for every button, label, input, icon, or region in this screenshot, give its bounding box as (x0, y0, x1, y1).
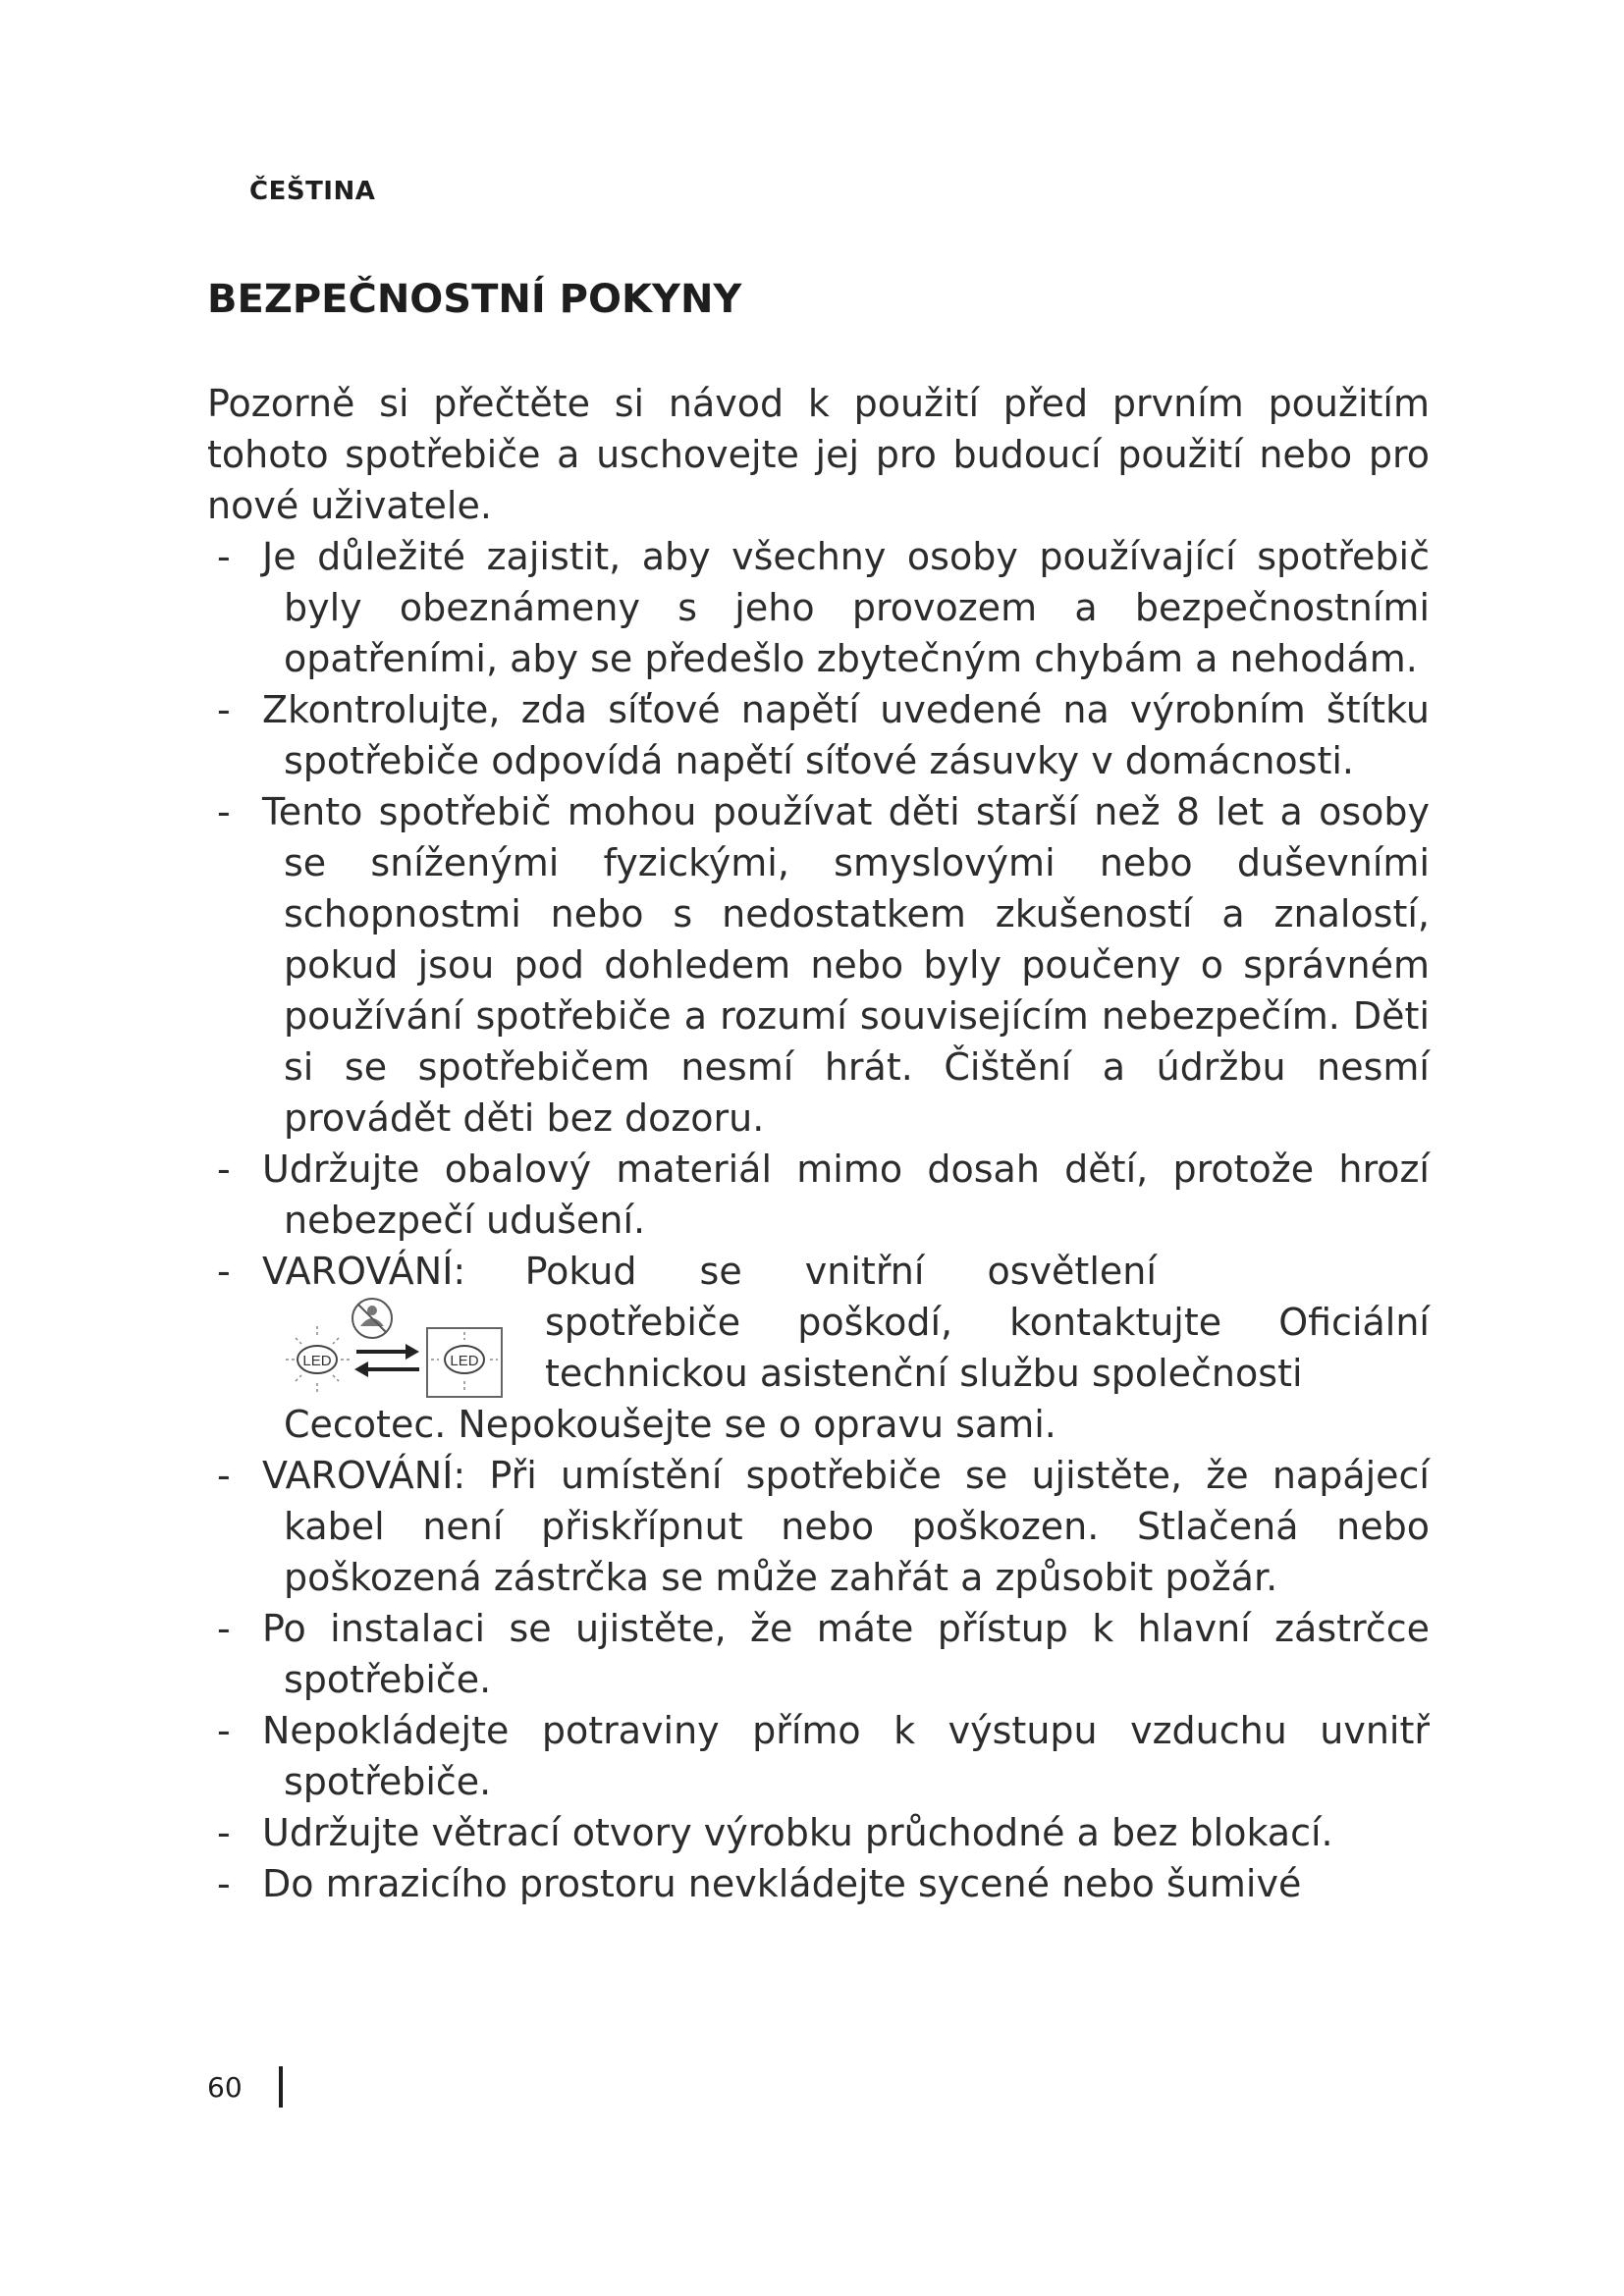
led-replacement-icon (284, 1297, 519, 1399)
swap-arrows-icon (354, 1344, 419, 1377)
list-item-text: Do mrazicího prostoru nevkládejte sycené nebo šumivé (262, 1862, 1302, 1905)
led-warning-line3: Cecotec. Nepokoušejte se o opravu sami. (284, 1403, 1056, 1446)
page-title: BEZPEČNOSTNÍ POKYNY (207, 277, 742, 322)
safety-list (207, 531, 1430, 1909)
list-item (207, 786, 1430, 1144)
intro-paragraph: Pozorně si přečtěte si návod k použití před prvním použitím tohoto spotřebiče a uschovejte jej pro budoucí použití nebo pro nové uživatele. (207, 382, 1430, 527)
bullet-dash: - (217, 1148, 231, 1191)
list-item (207, 1858, 1430, 1909)
list-item-text: Po instalaci se ujistěte, že máte přístup k hlavní zástrčce spotřebiče. (262, 1607, 1430, 1701)
safety-content (207, 378, 1430, 1909)
led-warning-item (207, 1246, 1430, 1450)
bullet-dash: - (217, 688, 231, 731)
bullet-dash: - (217, 1250, 231, 1293)
list-item (207, 1807, 1430, 1858)
list-item (207, 1144, 1430, 1246)
bullet-dash: - (217, 535, 231, 578)
list-item-text: Tento spotřebič mohou používat děti starší než 8 let a osoby se sníženými fyzickými, smyslovými nebo duševními schopnostmi nebo s nedostatkem zkušeností a znalostí, pokud jsou pod dohledem nebo byly poučeny o správném používání spotřebiče a rozumí souvisejícím nebezpečím. Děti si se spotřebičem nesmí hrát. Čištění a údržbu nesmí provádět děti bez dozoru. (262, 790, 1430, 1140)
led-warning-first-line (262, 1246, 1430, 1297)
list-item (207, 531, 1430, 684)
led-warning-line1: Pokud se vnitřní osvětlení (524, 1250, 1157, 1293)
page-number-divider (279, 2066, 283, 2108)
page-number: 60 (207, 2071, 243, 2104)
led-bulb-left-icon (286, 1326, 351, 1393)
warning-label: VAROVÁNÍ: (262, 1250, 466, 1293)
list-item-text: VAROVÁNÍ: Při umístění spotřebiče se ujistěte, že napájecí kabel není přiskřípnut nebo poškozen. Stlačená nebo poškozená zástrčka se může zahřát a způsobit požár. (262, 1454, 1430, 1599)
language-label: ČEŠTINA (249, 177, 376, 206)
bullet-dash: - (217, 1862, 231, 1905)
list-item-text: Nepokládejte potraviny přímo k výstupu vzduchu uvnitř spotřebiče. (262, 1709, 1430, 1803)
list-item-text: Udržujte větrací otvory výrobku průchodné a bez blokací. (262, 1811, 1333, 1854)
list-item (207, 1603, 1430, 1705)
led-right-label: LED (450, 1353, 479, 1369)
led-bulb-right-icon (427, 1328, 502, 1397)
bullet-dash: - (217, 790, 231, 833)
led-left-label: LED (302, 1353, 332, 1369)
list-item-text: Udržujte obalový materiál mimo dosah dětí, protože hrozí nebezpečí udušení. (262, 1148, 1430, 1242)
bullet-dash: - (217, 1811, 231, 1854)
bullet-dash: - (217, 1709, 231, 1752)
led-warning-line2: spotřebiče poškodí, kontaktujte Oficiální technickou asistenční službu společnosti (545, 1301, 1430, 1395)
list-item (207, 1705, 1430, 1807)
list-item-text: Je důležité zajistit, aby všechny osoby používající spotřebič byly obeznámeny s jeho provozem a bezpečnostními opatřeními, aby se předešlo zbytečným chybám a nehodám. (262, 535, 1430, 680)
list-item-text: Zkontrolujte, zda síťové napětí uvedené na výrobním štítku spotřebiče odpovídá napětí síťové zásuvky v domácnosti. (262, 688, 1430, 782)
no-user-repair-icon (352, 1299, 392, 1338)
list-item (207, 684, 1430, 786)
list-item (207, 1450, 1430, 1603)
bullet-dash: - (217, 1454, 231, 1497)
led-warning-row (262, 1297, 1430, 1399)
bullet-dash: - (217, 1607, 231, 1650)
